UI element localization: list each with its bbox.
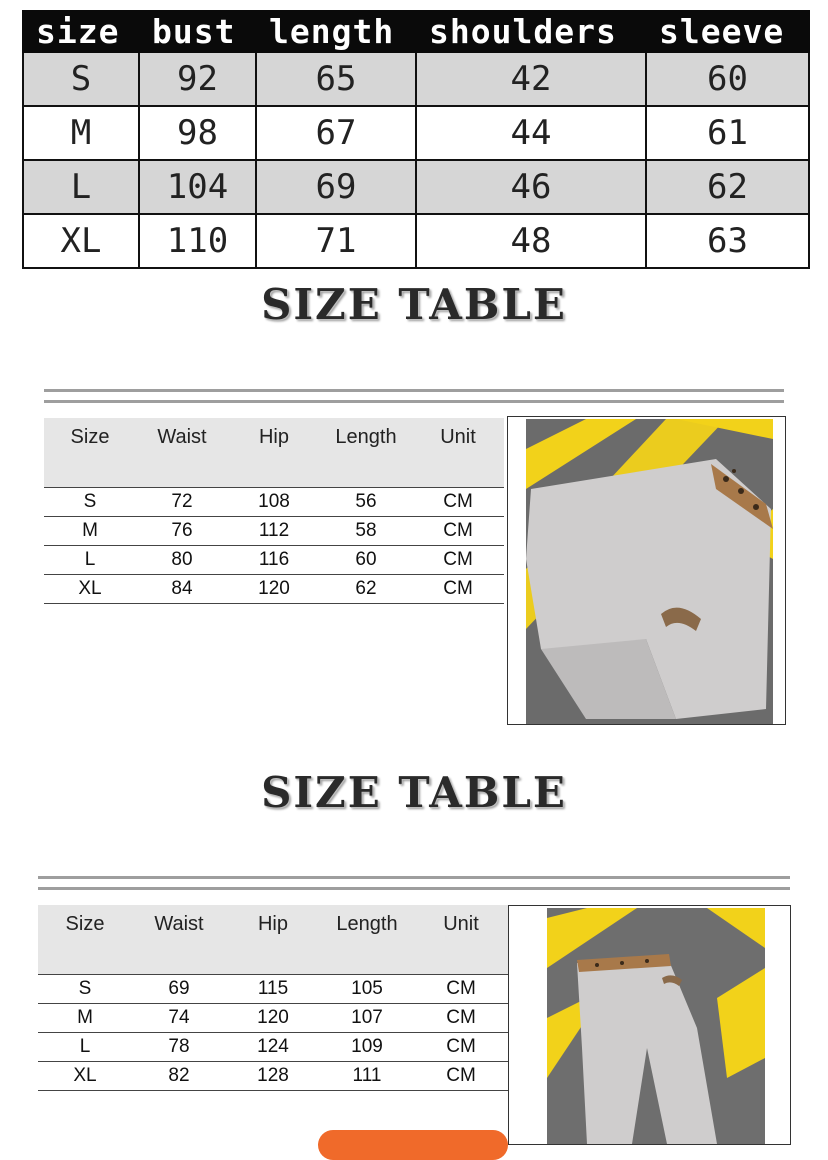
- header-hip: Hip: [228, 418, 320, 488]
- shorts-size-table: [44, 418, 504, 604]
- table-cell: 120: [228, 575, 320, 604]
- header-unit: Unit: [412, 418, 504, 488]
- pants-size-table: [38, 905, 508, 1091]
- top-table-header-row: [23, 11, 809, 52]
- table-cell: 63: [646, 214, 809, 268]
- table-cell: S: [23, 52, 139, 106]
- table-cell: 76: [136, 517, 228, 546]
- header-sleeve: sleeve: [646, 11, 809, 52]
- table-cell: 105: [320, 975, 414, 1004]
- header-waist: Waist: [136, 418, 228, 488]
- table-cell: 62: [646, 160, 809, 214]
- table-cell: 115: [226, 975, 320, 1004]
- size-table-heading: SIZE TABLE: [261, 280, 567, 329]
- table-cell: 48: [416, 214, 646, 268]
- header-hip: Hip: [226, 905, 320, 975]
- table-cell: L: [23, 160, 139, 214]
- table-cell: 60: [646, 52, 809, 106]
- table-cell: 56: [320, 488, 412, 517]
- double-divider: [44, 389, 784, 403]
- table-cell: 62: [320, 575, 412, 604]
- header-shoulders: shoulders: [416, 11, 646, 52]
- table-cell: 108: [228, 488, 320, 517]
- table-cell: M: [23, 106, 139, 160]
- table-row: [44, 575, 504, 604]
- table-cell: CM: [412, 575, 504, 604]
- table-cell: 112: [228, 517, 320, 546]
- header-unit: Unit: [414, 905, 508, 975]
- table-header-row: [38, 905, 508, 975]
- table-cell: 78: [132, 1033, 226, 1062]
- table-cell: XL: [44, 575, 136, 604]
- table-cell: 107: [320, 1004, 414, 1033]
- table-header-row: [44, 418, 504, 488]
- table-cell: 60: [320, 546, 412, 575]
- table-cell: 72: [136, 488, 228, 517]
- header-length: length: [256, 11, 416, 52]
- table-cell: 74: [132, 1004, 226, 1033]
- pants-photo: [508, 905, 791, 1145]
- table-cell: S: [44, 488, 136, 517]
- cta-button[interactable]: [318, 1130, 508, 1160]
- table-cell: 61: [646, 106, 809, 160]
- table-cell: 71: [256, 214, 416, 268]
- table-row: [38, 1062, 508, 1091]
- table-cell: S: [38, 975, 132, 1004]
- header-length: Length: [320, 418, 412, 488]
- table-cell: 104: [139, 160, 256, 214]
- table-cell: 124: [226, 1033, 320, 1062]
- double-divider: [38, 876, 790, 890]
- header-bust: bust: [139, 11, 256, 52]
- table-row: [38, 1004, 508, 1033]
- table-cell: CM: [414, 1004, 508, 1033]
- table-cell: XL: [38, 1062, 132, 1091]
- table-row: [44, 488, 504, 517]
- table-row: [44, 546, 504, 575]
- table-cell: 120: [226, 1004, 320, 1033]
- header-size: Size: [38, 905, 132, 975]
- table-cell: 128: [226, 1062, 320, 1091]
- table-cell: L: [44, 546, 136, 575]
- shorts-photo: [507, 416, 786, 725]
- table-row: [23, 160, 809, 214]
- table-cell: 65: [256, 52, 416, 106]
- table-cell: 92: [139, 52, 256, 106]
- table-cell: 84: [136, 575, 228, 604]
- header-size: size: [23, 11, 139, 52]
- table-row: [38, 1033, 508, 1062]
- table-cell: 44: [416, 106, 646, 160]
- header-size: Size: [44, 418, 136, 488]
- table-row: [23, 106, 809, 160]
- table-cell: 69: [256, 160, 416, 214]
- top-size-table: [22, 10, 810, 269]
- table-row: [38, 975, 508, 1004]
- table-row: [44, 517, 504, 546]
- table-cell: CM: [412, 517, 504, 546]
- shorts-image: [526, 419, 773, 724]
- table-cell: 98: [139, 106, 256, 160]
- table-cell: 46: [416, 160, 646, 214]
- table-cell: 80: [136, 546, 228, 575]
- table-cell: M: [44, 517, 136, 546]
- table-cell: 109: [320, 1033, 414, 1062]
- header-waist: Waist: [132, 905, 226, 975]
- table-cell: 67: [256, 106, 416, 160]
- table-row: [23, 52, 809, 106]
- table-cell: CM: [412, 488, 504, 517]
- table-cell: CM: [414, 1062, 508, 1091]
- size-table-heading: SIZE TABLE: [261, 768, 567, 817]
- table-cell: 58: [320, 517, 412, 546]
- table-row: [23, 214, 809, 268]
- table-cell: CM: [414, 975, 508, 1004]
- table-cell: CM: [412, 546, 504, 575]
- table-cell: 69: [132, 975, 226, 1004]
- table-cell: 110: [139, 214, 256, 268]
- table-cell: 116: [228, 546, 320, 575]
- pants-image: [547, 908, 765, 1144]
- table-cell: 111: [320, 1062, 414, 1091]
- table-cell: CM: [414, 1033, 508, 1062]
- header-length: Length: [320, 905, 414, 975]
- table-cell: 42: [416, 52, 646, 106]
- table-cell: 82: [132, 1062, 226, 1091]
- table-cell: M: [38, 1004, 132, 1033]
- table-cell: L: [38, 1033, 132, 1062]
- table-cell: XL: [23, 214, 139, 268]
